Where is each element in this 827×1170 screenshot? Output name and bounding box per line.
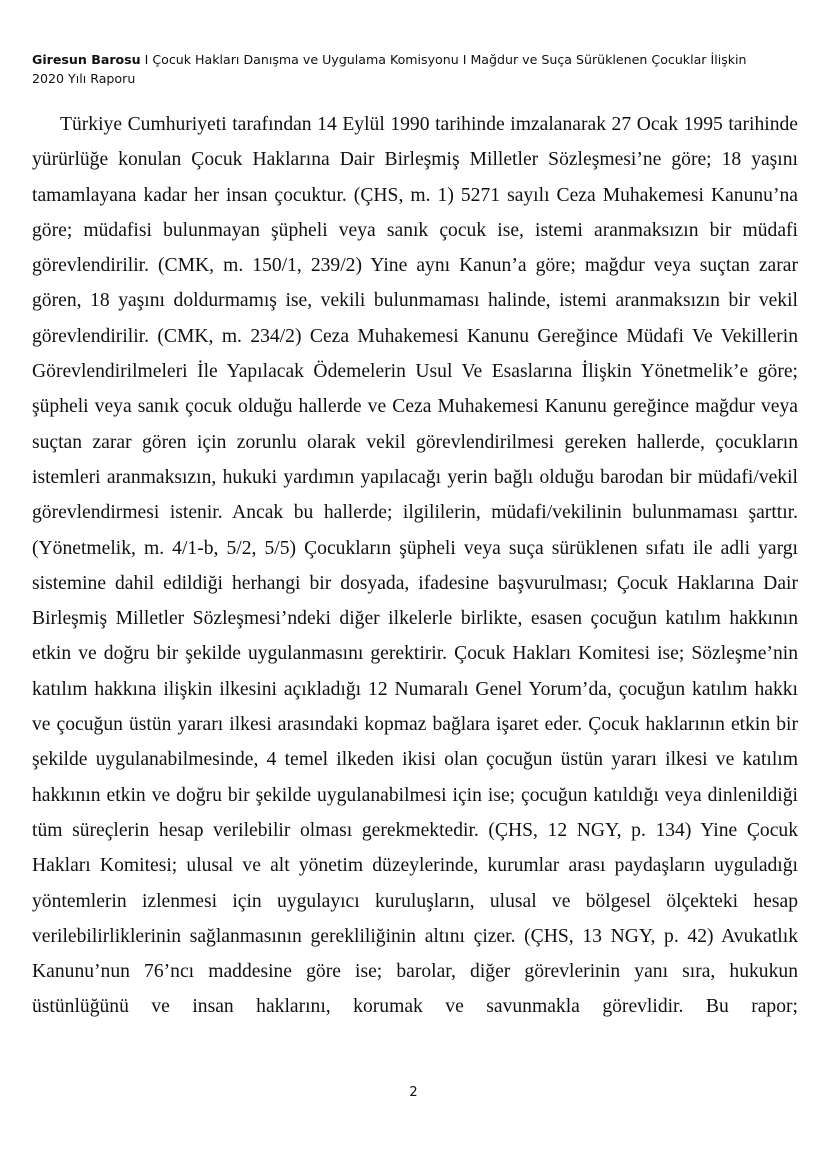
page-header	[32, 50, 802, 88]
body-paragraph: Türkiye Cumhuriyeti tarafından 14 Eylül 1990 tarihinde imzalanarak 27 Ocak 1995 tarihinde yürürlüğe konulan Çocuk Haklarına Dair Birleşmiş Milletler Sözleşmesi’ne göre; 18 yaşını tamamlayana kadar her insan çocuktur. (ÇHS, m. 1) 5271 sayılı Ceza Muhakemesi Kanunu’na göre; müdafisi bulunmayan şüpheli veya sanık çocuk ise, istemi aranmaksızın bir müdafi görevlendirilir. (CMK, m. 150/1, 239/2) Yine aynı Kanun’a göre; mağdur veya suçtan zarar gören, 18 yaşını doldurmamış ise, vekili bulunmaması halinde, istemi aranmaksızın bir vekil görevlendirilir. (CMK, m. 234/2) Ceza Muhakemesi Kanunu Gereğince Müdafi Ve Vekillerin Görevlendirilmeleri İle Yapılacak Ödemelerin Usul Ve Esaslarına İlişkin Yönetmelik’e göre; şüpheli veya sanık çocuk olduğu hallerde ve Ceza Muhakemesi Kanunu gereğince mağdur veya suçtan zarar gören için zorunlu olarak vekil görevlendirilmesi gereken hallerde, çocukların istemleri aranmaksızın, hukuki yardımın yapılacağı yerin bağlı olduğu barodan bir müdafi/vekil görevlendirmesi istenir. Ancak bu hallerde; ilgililerin, müdafi/vekilinin bulunmaması şarttır. (Yönetmelik, m. 4/1-b, 5/2, 5/5) Çocukların şüpheli veya suça sürüklenen sıfatı ile adli yargı sistemine dahil edildiği herhangi bir dosyada, ifadesine başvurulması; Çocuk Haklarına Dair Birleşmiş Milletler Sözleşmesi’ndeki diğer ilkelerle birlikte, esasen çocuğun katılım hakkının etkin ve doğru bir şekilde uygulanmasını gerektirir. Çocuk Hakları Komitesi ise; Sözleşme’nin katılım hakkına ilişkin ilkesini açıkladığı 12 Numaralı Genel Yorum’da, çocuğun katılım hakkı ve çocuğun üstün yararı ilkesi arasındaki kopmaz bağlara işaret eder. Çocuk haklarının etkin bir şekilde uygulanabilmesinde, 4 temel ilkeden ikisi olan çocuğun üstün yararı ilkesi ve katılım hakkının etkin ve doğru bir şekilde uygulanabilmesi için ise; çocuğun katıldığı veya dinlenildiği tüm süreçlerin hesap verilebilir olması gerekmektedir. (ÇHS, 12 NGY, p. 134) Yine Çocuk Hakları Komitesi; ulusal ve alt yönetim düzeylerinde, kurumlar arası paydaşların uyguladığı yöntemlerin izlenmesi için uygulayıcı kuruluşların, ulusal ve bölgesel ölçekteki hesap verilebilirliklerinin sağlanmasının gerekliliğinin altını çizer. (ÇHS, 13 NGY, p. 42) Avukatlık Kanunu’nun 76’ncı maddesine göre ise; barolar, diğer görevlerinin yanı sıra, hukukun üstünlüğünü ve insan haklarını, korumak ve savunmakla görevlidir. Bu rapor;	[32, 114, 798, 1018]
header-line-2: 2020 Yılı Raporu	[32, 71, 136, 86]
page-number: 2	[409, 1085, 418, 1100]
header-title: I Çocuk Hakları Danışma ve Uygulama Komisyonu I Mağdur ve Suça Sürüklenen Çocuklar İlişkin	[140, 52, 747, 67]
header-org: Giresun Barosu	[32, 52, 141, 67]
header-line-1	[32, 50, 802, 69]
